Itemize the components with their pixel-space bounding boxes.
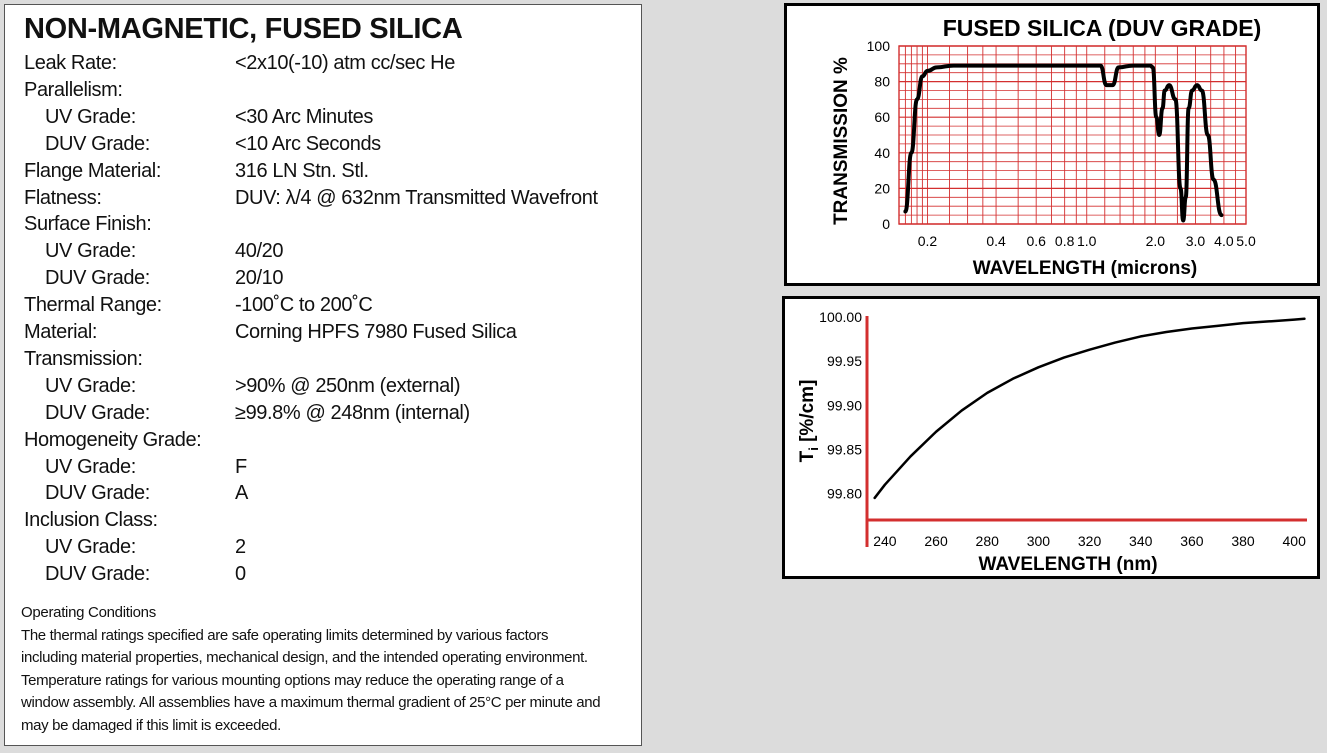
y-tick-label: 99.95 xyxy=(826,353,862,370)
spec-label: Flange Material: xyxy=(24,159,161,182)
x-tick-label: 400 xyxy=(1282,533,1306,549)
spec-value: 20/10 xyxy=(235,267,284,290)
spec-row xyxy=(5,292,641,319)
y-axis-label xyxy=(797,380,821,463)
spec-value: Corning HPFS 7980 Fused Silica xyxy=(235,321,517,343)
spec-label: Inclusion Class: xyxy=(24,509,158,532)
spec-row xyxy=(5,507,641,534)
y-axis-label: TRANSMISSION % xyxy=(831,57,852,225)
y-tick-label: 99.90 xyxy=(826,397,862,414)
spec-value: -100˚C to 200˚C xyxy=(235,294,373,317)
notes-line: may be damaged if this limit is exceeded. xyxy=(21,716,281,734)
x-axis-label: WAVELENGTH (nm) xyxy=(978,554,1158,575)
x-tick-label: 280 xyxy=(975,533,999,549)
transmission-chart-box xyxy=(784,3,1320,286)
spec-value: <2x10(-10) atm cc/sec He xyxy=(235,52,455,74)
spec-label: DUV Grade: xyxy=(45,401,150,424)
notes-line: The thermal ratings specified are safe operating limits determined by various factors xyxy=(21,627,549,644)
x-tick-label: 300 xyxy=(1026,533,1051,549)
spec-label: UV Grade: xyxy=(45,536,136,559)
x-tick-label: 0.6 xyxy=(1026,233,1046,249)
spec-row xyxy=(5,480,641,507)
x-tick-label: 380 xyxy=(1231,533,1255,549)
spec-label: UV Grade: xyxy=(45,374,136,397)
x-tick-label: 2.0 xyxy=(1145,233,1166,249)
spec-label: DUV Grade: xyxy=(45,563,150,586)
y-axis-label-sub: i xyxy=(806,447,821,451)
x-tick-label: 320 xyxy=(1077,533,1102,549)
spec-label: Material: xyxy=(24,321,98,343)
y-tick-label: 99.80 xyxy=(826,485,862,502)
spec-row xyxy=(5,561,641,588)
spec-row xyxy=(5,77,641,104)
x-tick-label: 340 xyxy=(1129,533,1153,549)
spec-row xyxy=(5,158,641,185)
x-tick-label: 0.2 xyxy=(917,233,938,249)
spec-sheet-panel xyxy=(4,4,642,746)
y-tick-label: 60 xyxy=(874,109,890,126)
x-tick-label: 360 xyxy=(1180,533,1204,549)
notes-heading: Operating Conditions xyxy=(21,604,156,621)
spec-row xyxy=(5,50,641,77)
spec-row xyxy=(5,346,641,373)
notes-line: including material properties, mechanical design, and the intended operating environment. xyxy=(21,649,588,667)
spec-row xyxy=(5,185,641,212)
y-axis-label-unit: [%/cm] xyxy=(797,379,818,448)
x-tick-label: 0.4 xyxy=(986,233,1006,249)
spec-value: DUV: λ/4 @ 632nm Transmitted Wavefront xyxy=(235,186,598,209)
chart-title: FUSED SILICA (DUV GRADE) xyxy=(942,15,1262,41)
spec-title: NON-MAGNETIC, FUSED SILICA xyxy=(24,13,463,45)
spec-label: DUV Grade: xyxy=(45,132,150,155)
spec-label: Leak Rate: xyxy=(24,52,117,74)
spec-label: Homogeneity Grade: xyxy=(24,428,202,451)
spec-row xyxy=(5,238,641,265)
notes-line: window assembly. All assemblies have a maximum thermal gradient of 25°C per minute and xyxy=(21,694,601,712)
series-line xyxy=(875,319,1305,498)
y-tick-label: 100 xyxy=(866,38,890,54)
notes-line: Temperature ratings for various mounting options may reduce the operating range of a xyxy=(21,671,564,689)
spec-label: DUV Grade: xyxy=(45,267,150,290)
spec-row xyxy=(5,265,641,292)
spec-label: Surface Finish: xyxy=(24,213,152,236)
spec-label: Parallelism: xyxy=(24,78,123,101)
y-tick-label: 80 xyxy=(874,73,890,90)
spec-label: Flatness: xyxy=(24,186,102,209)
spec-row xyxy=(5,427,641,454)
spec-label: UV Grade: xyxy=(45,455,136,478)
spec-value: <30 Arc Minutes xyxy=(235,105,373,128)
spec-value: 316 LN Stn. Stl. xyxy=(235,159,369,182)
x-tick-label: 3.0 xyxy=(1185,233,1206,249)
spec-row xyxy=(5,319,641,346)
x-tick-label: 5.0 xyxy=(1236,233,1256,249)
spec-row xyxy=(5,211,641,238)
spec-row xyxy=(5,131,641,158)
spec-value: ≥99.8% @ 248nm (internal) xyxy=(235,401,470,424)
internal-transmittance-chart-box xyxy=(782,296,1320,579)
spec-label: UV Grade: xyxy=(45,105,136,128)
y-axis-label-main: T xyxy=(797,450,818,463)
x-tick-label: 240 xyxy=(873,533,897,549)
spec-label: DUV Grade: xyxy=(45,482,150,505)
y-tick-label: 20 xyxy=(874,180,890,197)
x-tick-label: 4.0 xyxy=(1214,233,1234,249)
internal-transmittance-chart xyxy=(785,299,1317,576)
spec-value: A xyxy=(235,482,248,505)
spec-value: >90% @ 250nm (external) xyxy=(235,374,461,397)
spec-value: 40/20 xyxy=(235,240,284,263)
y-tick-label: 99.85 xyxy=(826,441,862,458)
spec-label: UV Grade: xyxy=(45,240,136,263)
y-tick-label: 40 xyxy=(874,144,890,161)
spec-value: 0 xyxy=(235,563,246,586)
spec-label: Transmission: xyxy=(24,347,143,370)
x-tick-label: 1.0 xyxy=(1076,233,1097,249)
notes-body xyxy=(21,625,636,737)
x-tick-label: 0.8 xyxy=(1054,233,1075,249)
spec-row xyxy=(5,373,641,400)
spec-row xyxy=(5,400,641,427)
spec-row xyxy=(5,104,641,131)
transmission-chart xyxy=(787,6,1317,283)
spec-label: Thermal Range: xyxy=(24,294,162,317)
spec-value: 2 xyxy=(235,536,246,559)
spec-row xyxy=(5,454,641,481)
spec-value: <10 Arc Seconds xyxy=(235,132,381,155)
x-axis-label: WAVELENGTH (microns) xyxy=(972,258,1198,279)
y-tick-label: 100.00 xyxy=(819,309,862,325)
x-tick-label: 260 xyxy=(924,533,948,549)
spec-value: F xyxy=(235,455,247,478)
spec-row xyxy=(5,534,641,561)
y-tick-label: 0 xyxy=(882,216,890,232)
